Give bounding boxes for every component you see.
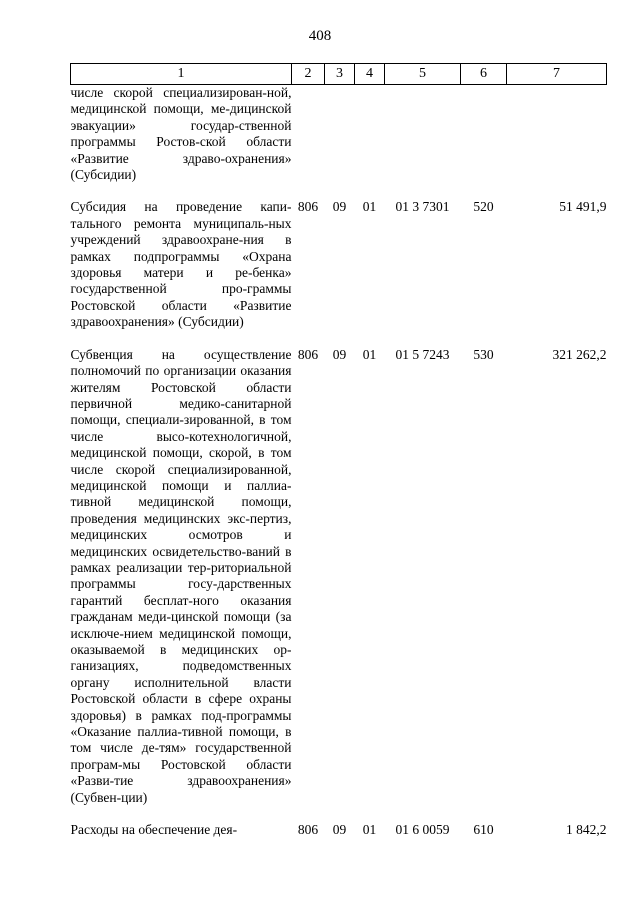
- page-number: 408: [308, 28, 332, 44]
- row-ministry-code: 806: [297, 199, 319, 215]
- row-section-code: 09: [332, 199, 347, 215]
- row-ministry-code: [292, 85, 325, 200]
- row-description: Расходы на обеспечение дея-: [70, 822, 238, 838]
- row-expense-type: 610: [473, 822, 494, 838]
- column-header: 7: [507, 64, 607, 85]
- row-section-code: 09: [332, 822, 347, 838]
- table-row: [71, 347, 607, 822]
- table-header-row: [71, 64, 607, 85]
- row-amount: 321 262,2: [552, 346, 607, 362]
- row-target-article: 01 3 7301: [395, 199, 450, 215]
- row-subsection-code: [355, 85, 385, 200]
- row-target-article: [385, 85, 461, 200]
- row-description: Субсидия на проведение капи-тального ремонта муниципаль-ных учреждений здравоохране-ния в рамках подпрограммы «Охрана здоровья матери и ре-бенка» государственной про-граммы Ростовской области «Развитие здравоохранения» (Субсидии): [70, 199, 292, 330]
- row-expense-type: 530: [473, 346, 494, 362]
- row-ministry-code: 806: [297, 822, 319, 838]
- row-target-article: 01 5 7243: [395, 346, 450, 362]
- row-description: числе скорой специализирован-ной, медицинской помощи, ме-дицинской эвакуации» государ-ственной программы Ростов-ской области «Развитие здраво-охранения» (Субсидии): [70, 85, 292, 183]
- row-section-code: 09: [332, 346, 347, 362]
- column-header: 5: [385, 64, 461, 85]
- row-subsection-code: 01: [362, 822, 377, 838]
- column-header: 3: [325, 64, 355, 85]
- row-target-article: 01 6 0059: [395, 822, 450, 838]
- table-row: [71, 822, 607, 854]
- budget-table: [70, 63, 607, 854]
- table-row: [71, 199, 607, 346]
- column-header: 6: [461, 64, 507, 85]
- row-expense-type: [461, 85, 507, 200]
- row-subsection-code: 01: [362, 346, 377, 362]
- row-amount: [507, 85, 607, 200]
- row-ministry-code: 806: [297, 346, 319, 362]
- row-section-code: [325, 85, 355, 200]
- table-row: [71, 85, 607, 200]
- row-subsection-code: 01: [362, 199, 377, 215]
- column-header: 1: [71, 64, 292, 85]
- row-amount: 1 842,2: [566, 822, 607, 838]
- row-amount: 51 491,9: [559, 199, 607, 215]
- column-header: 4: [355, 64, 385, 85]
- column-header: 2: [292, 64, 325, 85]
- row-description: Субвенция на осуществление полномочий по организации оказания жителям Ростовской области первичной медико-санитарной помощи, специали-зированной, в том числе высо-котехнологичной, медицинской помощи, скорой, в том числе скорой специализированной, медицинской помощи и паллиа-тивной медицинской помощи, проведения медицинских экс-пертиз, медицинских осмотров и медицинских освидетельство-ваний в рамках реализации тер-риториальной программы госу-дарственных гарантий бесплат-ного оказания гражданам меди-цинской помощи (за исключе-нием медицинской помощи, оказываемой в медицинских ор-ганизациях, подведомственных органу исполнительной власти Ростовской области в сфере охраны здоровья) в рамках под-программы «Оказание паллиа-тивной помощи, в том числе де-тям» государственной програм-мы Ростовской области «Разви-тие здравоохранения» (Субвен-ции): [70, 346, 292, 805]
- row-expense-type: 520: [473, 199, 494, 215]
